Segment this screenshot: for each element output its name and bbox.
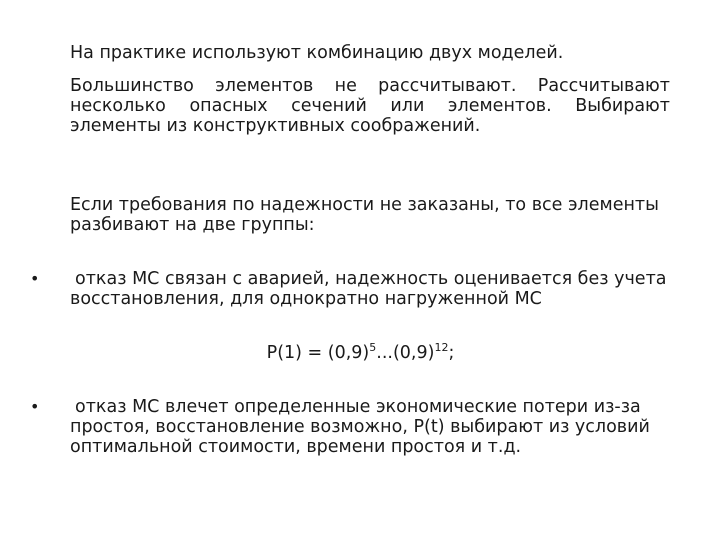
- paragraph-line: разбивают на две группы:: [70, 215, 315, 235]
- formula-part: P(1) = (0,9): [266, 343, 370, 363]
- paragraph-line: элементы из конструктивных соображений.: [70, 116, 481, 136]
- bullet-line: оптимальной стоимости, времени простоя и т.д.: [70, 437, 522, 457]
- bullet-line: простоя, восстановление возможно, P(t) выбирают из условий: [70, 417, 650, 437]
- bullet-line: восстановления, для однократно нагруженной МС: [70, 289, 542, 309]
- paragraph-line: несколько опасных сечений или элементов. Выбирают: [70, 96, 670, 116]
- formula-part: ;: [448, 343, 455, 363]
- bullet-line: отказ МС связан с аварией, надежность оценивается без учета: [75, 269, 667, 289]
- paragraph-line: Большинство элементов не рассчитывают. Рассчитывают: [70, 76, 670, 96]
- reliability-formula: [0, 343, 720, 363]
- paragraph-line: На практике используют комбинацию двух моделей.: [70, 43, 564, 63]
- bullet-line: отказ МС влечет определенные экономические потери из-за: [75, 397, 641, 417]
- formula-exponent: 12: [434, 341, 449, 354]
- paragraph-line: Если требования по надежности не заказаны, то все элементы: [70, 195, 659, 215]
- formula-part: ...(0,9): [376, 343, 435, 363]
- formula-exponent: 5: [369, 341, 377, 354]
- bullet-marker: •: [30, 397, 40, 416]
- bullet-marker: •: [30, 269, 40, 288]
